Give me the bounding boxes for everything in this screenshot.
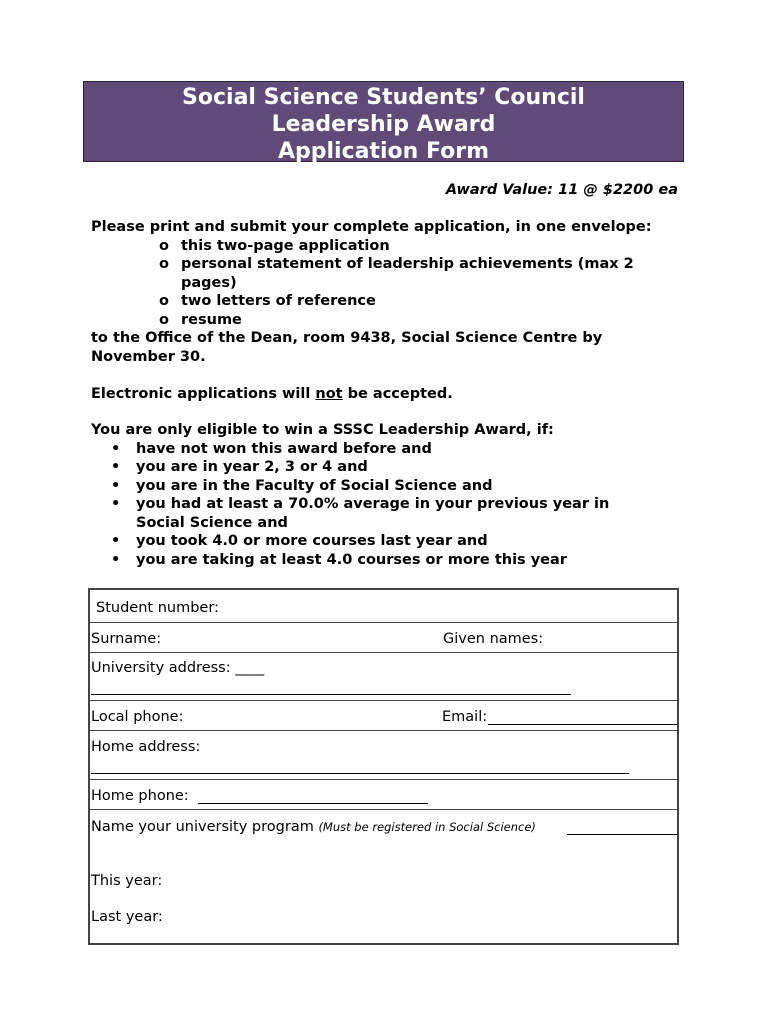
list-marker: o [159, 237, 169, 254]
list-item-text: you are in the Faculty of Social Science and [136, 477, 493, 494]
electronic-notice-after: be accepted. [342, 386, 453, 402]
phone-email-row[interactable] [90, 701, 677, 731]
program-label-text: Name your university program [91, 819, 319, 835]
university-address-row[interactable] [90, 653, 677, 701]
home-address-row[interactable] [90, 731, 677, 780]
electronic-notice-before: Electronic applications will [91, 386, 316, 402]
title-banner [83, 81, 684, 162]
bullet-marker: • [111, 551, 121, 568]
list-item [91, 292, 691, 311]
list-marker: o [159, 311, 169, 328]
title-line-3: Application Form [277, 139, 489, 164]
email-label: Email: [442, 709, 488, 725]
this-year-label: This year: [91, 873, 163, 889]
instructions-outro: to the Office of the Dean, room 9438, Social Science Centre by November 30. [91, 330, 603, 365]
list-item [91, 495, 691, 532]
eligibility-intro: You are only eligible to win a SSSC Leadership Award, if: [91, 422, 554, 438]
list-marker: o [159, 256, 169, 272]
award-value: Award Value: 11 @ $2200 ea [445, 182, 678, 198]
list-item [91, 551, 691, 570]
eligibility-section [91, 421, 691, 569]
bullet-marker: • [111, 533, 121, 549]
list-item-text: you took 4.0 or more courses last year and [136, 533, 488, 549]
university-address-label: University address: ____ [91, 660, 265, 676]
list-item [91, 532, 691, 551]
list-item-text: resume [181, 311, 242, 328]
list-item-text: you are in year 2, 3 or 4 and [136, 459, 368, 475]
given-names-label: Given names: [443, 631, 544, 647]
title-line-1: Social Science Students’ Council [182, 85, 585, 110]
program-label [91, 819, 536, 835]
list-item [91, 255, 691, 292]
program-section[interactable] [90, 810, 677, 943]
list-item-text: you are taking at least 4.0 courses or more this year [136, 551, 567, 568]
home-phone-label: Home phone: [91, 788, 189, 804]
list-item-text: you had at least a 70.0% average in your previous year in Social Science and [136, 496, 610, 531]
home-address-line[interactable] [91, 773, 629, 774]
bullet-marker: • [111, 440, 121, 457]
required-documents-list [91, 237, 691, 330]
application-form-table [88, 588, 679, 945]
bullet-marker: • [111, 496, 121, 512]
list-item-text: personal statement of leadership achievements (max 2 pages) [181, 256, 634, 291]
student-number-row[interactable] [90, 590, 677, 623]
home-phone-row[interactable] [90, 780, 677, 810]
name-row[interactable] [90, 623, 677, 653]
list-item-text: have not won this award before and [136, 440, 432, 457]
list-item [91, 311, 691, 330]
university-address-line[interactable] [91, 694, 571, 695]
email-line[interactable] [488, 724, 677, 725]
instructions-intro: Please print and submit your complete application, in one envelope: [91, 219, 652, 235]
electronic-notice [91, 385, 691, 404]
list-item [91, 477, 691, 496]
surname-label: Surname: [91, 631, 162, 647]
list-marker: o [159, 293, 169, 309]
electronic-notice-emphasis: not [315, 386, 343, 402]
list-item-text: two letters of reference [181, 293, 376, 309]
list-item [91, 237, 691, 256]
home-address-label: Home address: [91, 739, 201, 755]
list-item [91, 458, 691, 477]
last-year-label: Last year: [91, 909, 163, 925]
eligibility-list [91, 440, 691, 570]
local-phone-label: Local phone: [91, 709, 184, 725]
bullet-marker: • [111, 477, 121, 494]
program-line[interactable] [567, 834, 677, 835]
bullet-marker: • [111, 459, 121, 475]
list-item-text: this two-page application [181, 237, 390, 254]
program-note: (Must be registered in Social Science) [318, 820, 536, 834]
home-phone-line[interactable] [198, 803, 428, 804]
title-line-2: Leadership Award [271, 112, 496, 137]
student-number-label: Student number: [96, 600, 219, 616]
submission-instructions [91, 218, 691, 366]
list-item [91, 440, 691, 459]
